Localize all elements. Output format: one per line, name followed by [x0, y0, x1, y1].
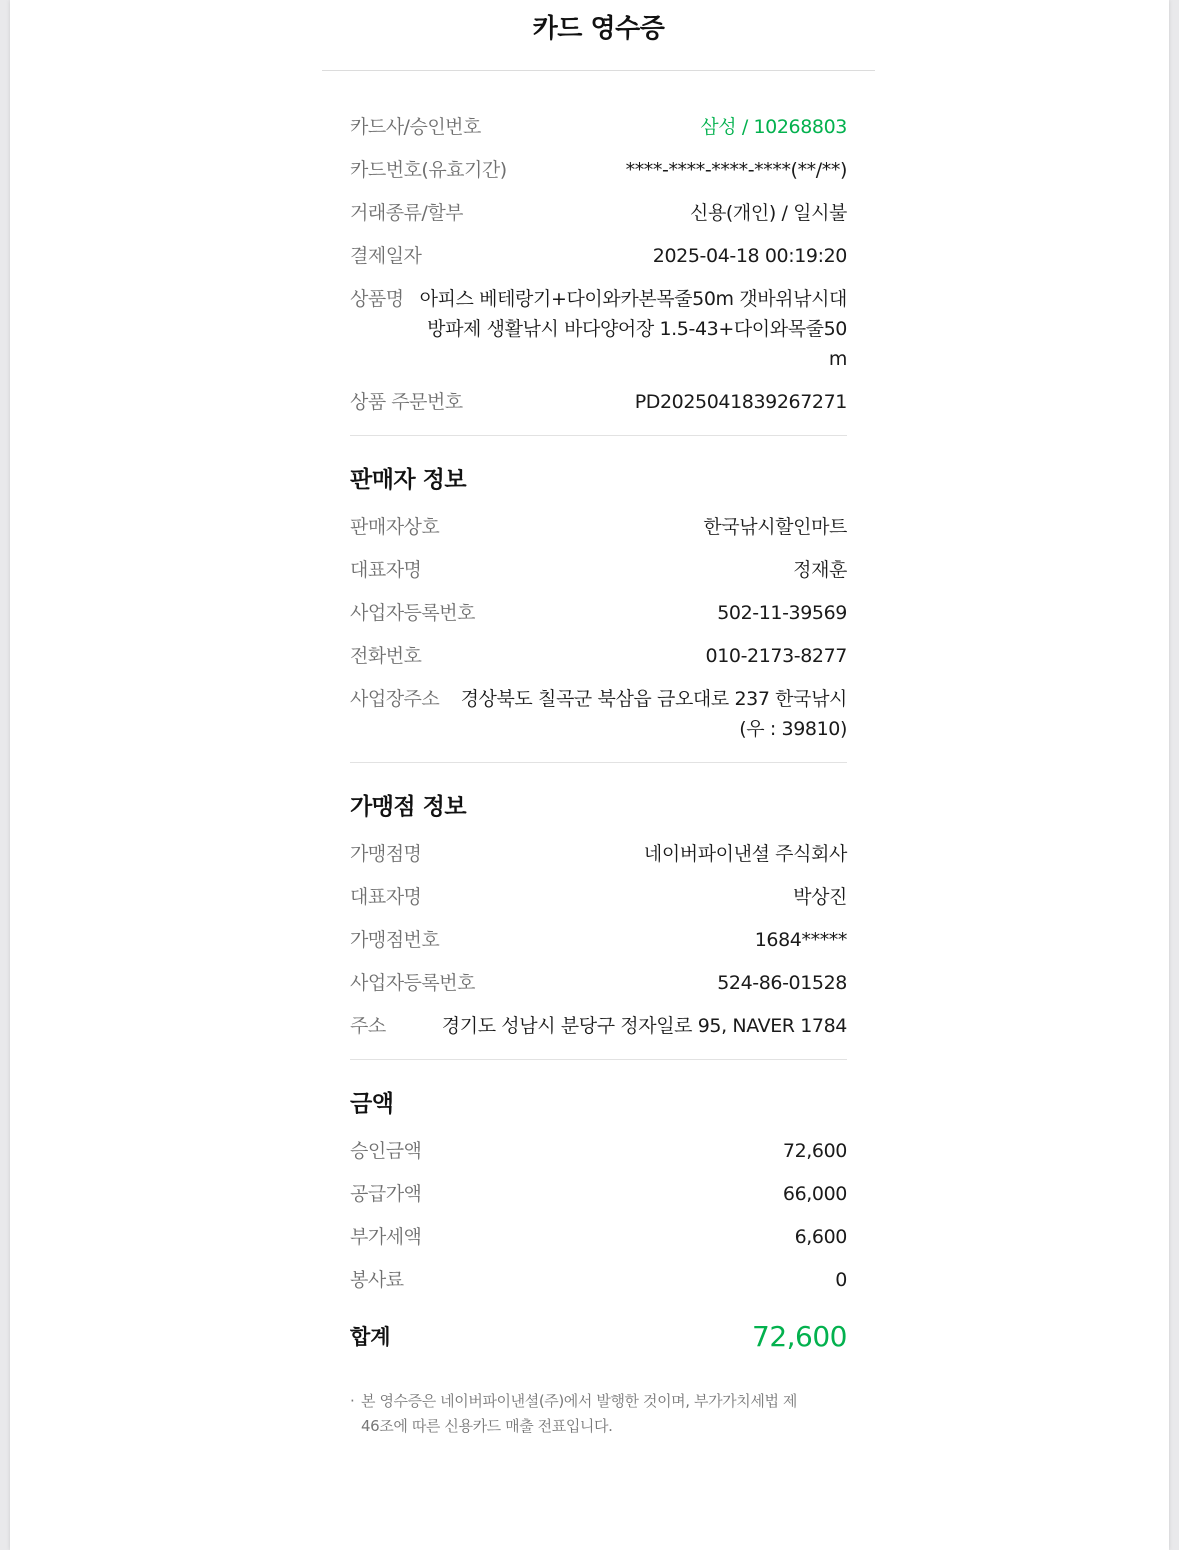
row-label: 카드사/승인번호 — [350, 116, 481, 138]
row-label: 전화번호 — [350, 645, 422, 667]
receipt-header — [322, 0, 875, 71]
row-label: 승인금액 — [350, 1140, 422, 1162]
row-value: 박상진 — [793, 886, 847, 908]
row-value: 010-2173-8277 — [705, 645, 847, 667]
merchant-row-merchant-number — [350, 925, 847, 955]
row-value: 아피스 베테랑기+다이와카본목줄50m 갯바위낚시대 방파제 생활낚시 바다양어장 1.5-43+다이와목줄50m — [419, 288, 847, 370]
total-value: 72,600 — [752, 1319, 847, 1353]
row-value: 66,000 — [782, 1183, 847, 1205]
note-text: 본 영수증은 네이버파이낸셜(주)에서 발행한 것이며, 부가가치세법 제46조에 따른 신용카드 매출 전표입니다. — [361, 1392, 798, 1435]
seller-row-representative — [350, 555, 847, 585]
row-label: 가맹점번호 — [350, 929, 440, 951]
amount-row-supply — [350, 1179, 847, 1209]
row-value: 1684***** — [754, 929, 847, 951]
row-label: 부가세액 — [350, 1226, 422, 1248]
row-value: 삼성 / 10268803 — [700, 116, 847, 138]
card-info-section — [350, 112, 847, 417]
row-value: ****-****-****-****(**/**) — [625, 159, 847, 181]
row-value: 0 — [835, 1269, 847, 1291]
amount-row-service-fee — [350, 1265, 847, 1295]
row-value: 524-86-01528 — [717, 972, 847, 994]
row-label: 공급가액 — [350, 1183, 422, 1205]
info-row-card-number — [350, 155, 847, 185]
info-row-payment-date — [350, 241, 847, 271]
total-label: 합계 — [350, 1325, 391, 1349]
row-value: 경기도 성남시 분당구 정자일로 95, NAVER 1784 — [441, 1015, 847, 1037]
row-value: 6,600 — [794, 1226, 847, 1248]
row-value: 2025-04-18 00:19:20 — [652, 245, 847, 267]
receipt-note — [350, 1389, 847, 1439]
row-value: 72,600 — [782, 1140, 847, 1162]
bullet-icon: · — [350, 1392, 355, 1410]
row-label: 사업자등록번호 — [350, 972, 475, 994]
row-label: 대표자명 — [350, 559, 422, 581]
merchant-info-section — [350, 789, 847, 1041]
merchant-row-business-number — [350, 968, 847, 998]
row-value: PD2025041839267271 — [634, 391, 847, 413]
info-row-order-number — [350, 387, 847, 417]
row-value: 한국낚시할인마트 — [703, 516, 847, 538]
info-row-transaction-type — [350, 198, 847, 228]
section-title: 금액 — [350, 1091, 394, 1117]
receipt-page — [10, 0, 1169, 1550]
section-title: 가맹점 정보 — [350, 794, 467, 820]
row-label: 가맹점명 — [350, 843, 422, 865]
merchant-row-name — [350, 839, 847, 869]
row-label: 거래종류/할부 — [350, 202, 464, 224]
seller-row-name — [350, 512, 847, 542]
merchant-row-address — [350, 1011, 847, 1041]
section-title: 판매자 정보 — [350, 467, 467, 493]
total-row — [350, 1313, 847, 1359]
seller-row-phone — [350, 641, 847, 671]
row-label: 대표자명 — [350, 886, 422, 908]
row-label: 상품명 — [350, 288, 404, 310]
row-label: 판매자상호 — [350, 516, 440, 538]
row-label: 사업자등록번호 — [350, 602, 475, 624]
row-value: 경상북도 칠곡군 북삼읍 금오대로 237 한국낚시 (우 : 39810) — [460, 688, 847, 740]
row-value: 신용(개인) / 일시불 — [690, 202, 847, 224]
receipt-content — [350, 112, 847, 1439]
amount-row-vat — [350, 1222, 847, 1252]
section-divider — [350, 435, 847, 436]
amount-row-approved — [350, 1136, 847, 1166]
row-value: 정재훈 — [793, 559, 847, 581]
row-label: 상품 주문번호 — [350, 391, 463, 413]
seller-row-address — [350, 684, 847, 744]
row-label: 봉사료 — [350, 1269, 404, 1291]
row-label: 주소 — [350, 1015, 386, 1037]
amount-section — [350, 1086, 847, 1359]
page-title: 카드 영수증 — [532, 14, 665, 44]
row-label: 사업장주소 — [350, 688, 440, 710]
section-divider — [350, 1059, 847, 1060]
row-value: 502-11-39569 — [717, 602, 847, 624]
row-label: 결제일자 — [350, 245, 422, 267]
merchant-row-representative — [350, 882, 847, 912]
row-value: 네이버파이낸셜 주식회사 — [643, 843, 847, 865]
seller-row-business-number — [350, 598, 847, 628]
row-label: 카드번호(유효기간) — [350, 159, 507, 181]
seller-info-section — [350, 462, 847, 744]
info-row-card-company — [350, 112, 847, 142]
section-divider — [350, 762, 847, 763]
info-row-product-name — [350, 284, 847, 374]
